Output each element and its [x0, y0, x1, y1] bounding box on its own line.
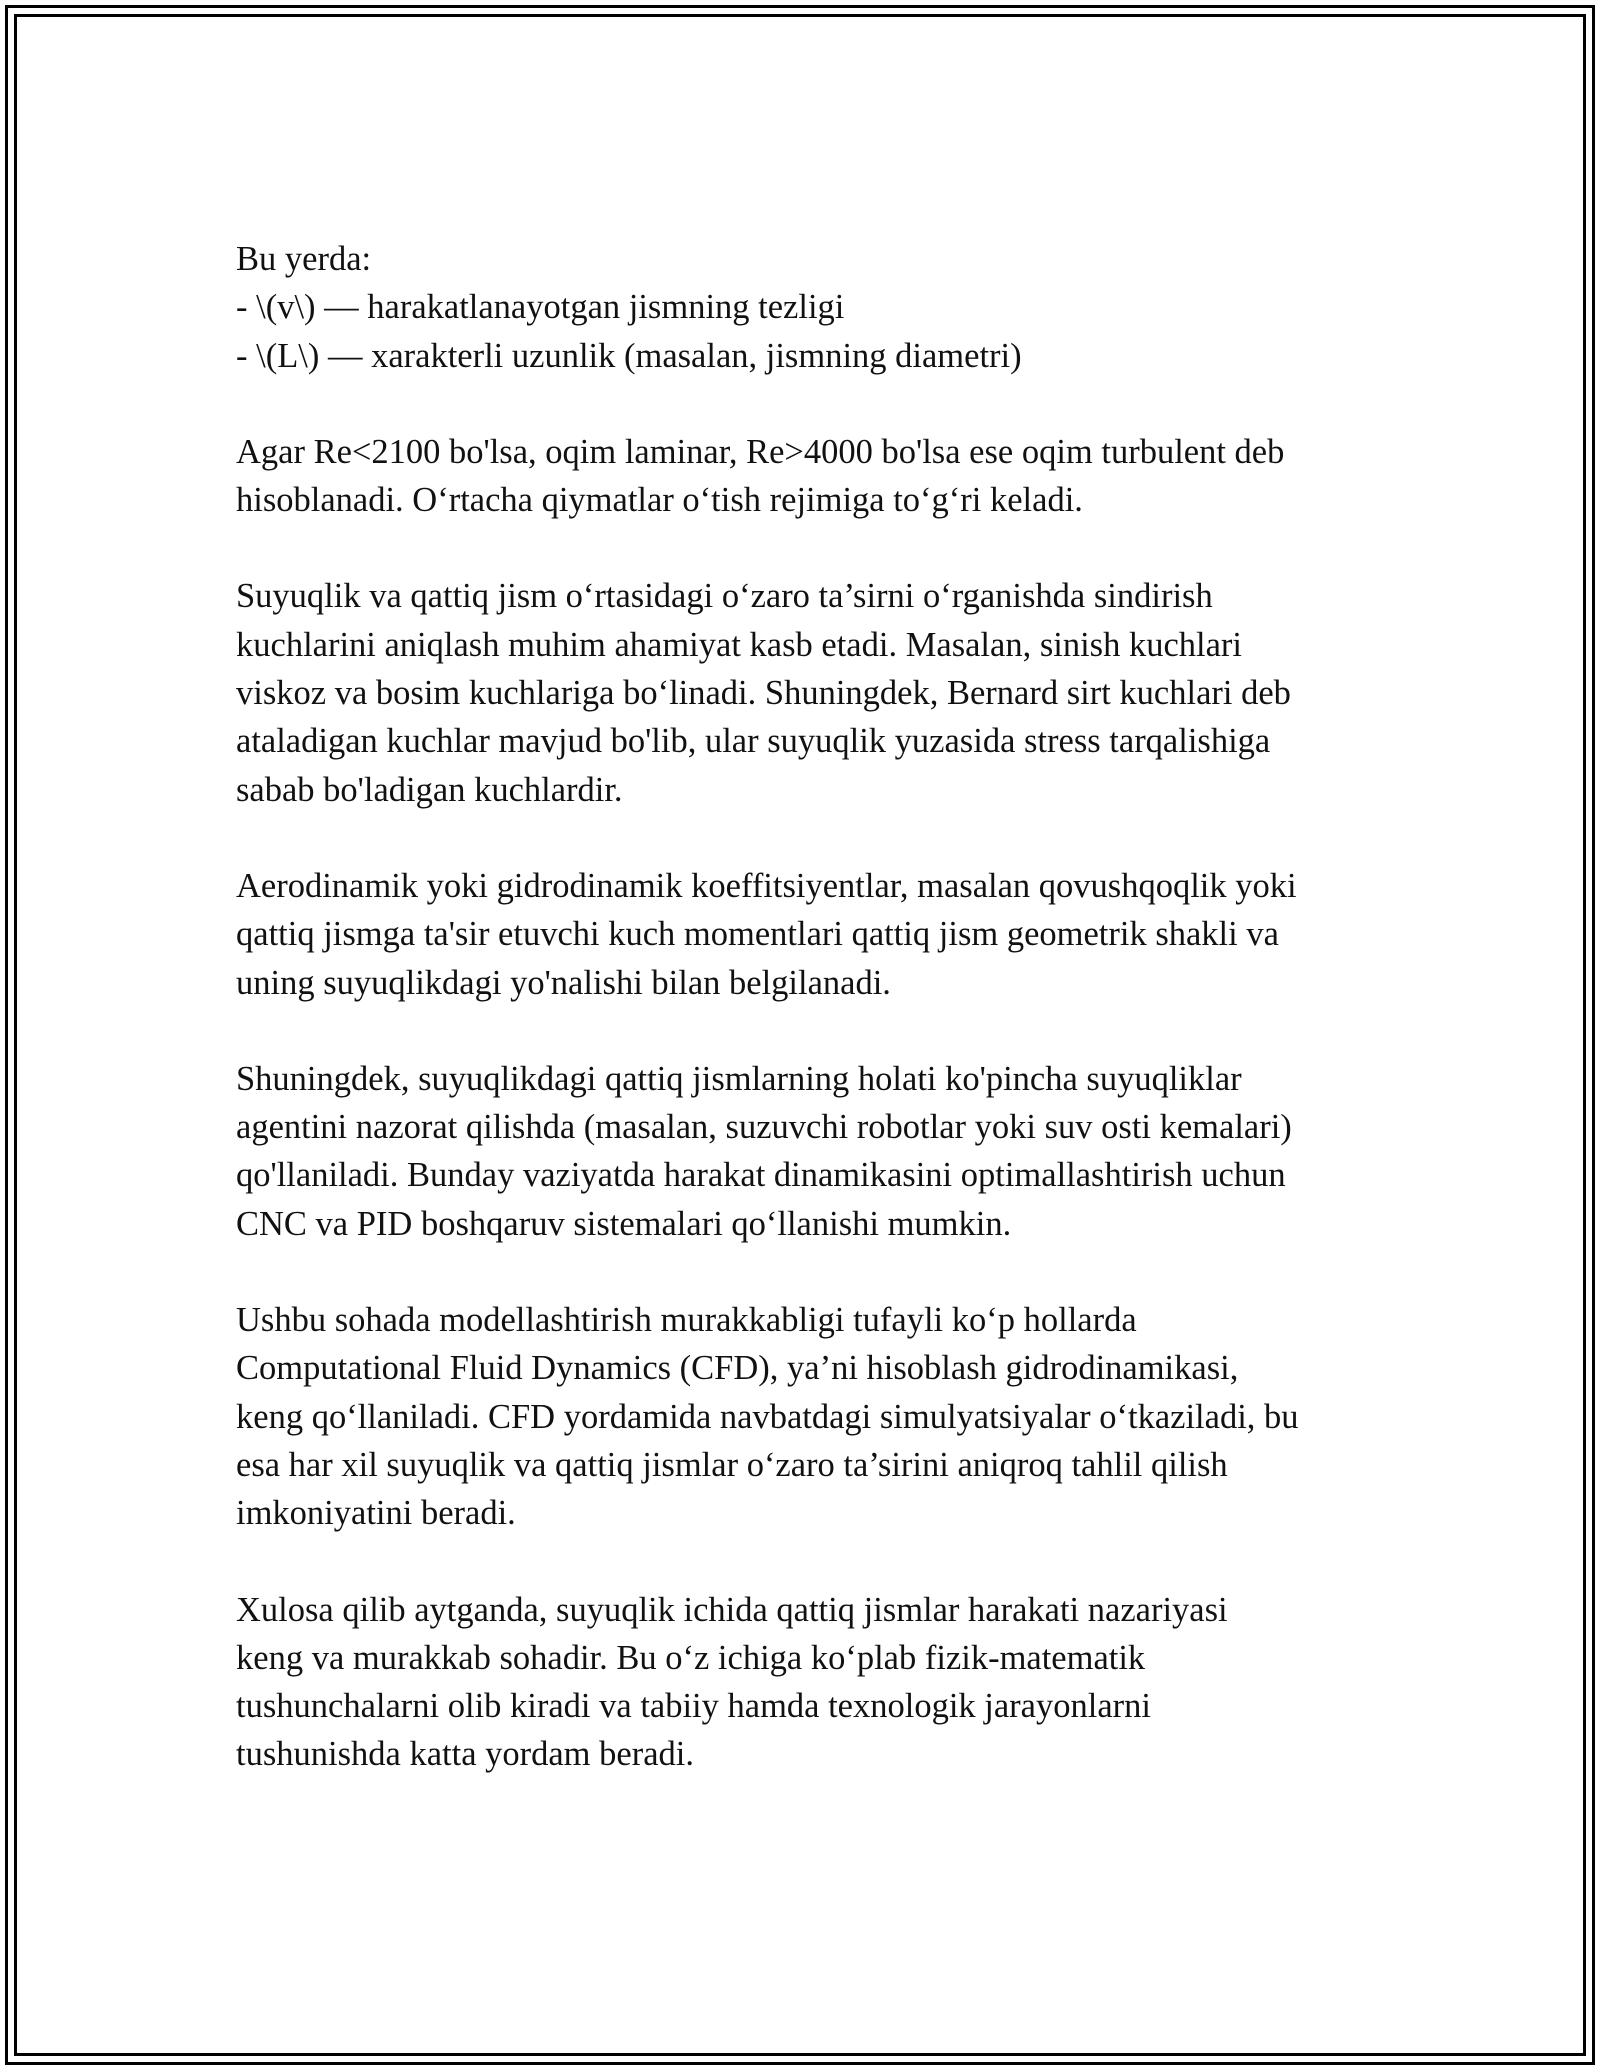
definitions-heading: Bu yerda: [236, 240, 372, 278]
text-line: uning suyuqlikdagi yo'nalishi bilan belgilanadi. [236, 963, 891, 1002]
document-body [236, 235, 1396, 1827]
paragraph [236, 572, 1396, 813]
paragraph [236, 428, 1396, 525]
text-line: Ushbu sohada modellashtirish murakkabligi tufayli ko‘p hollarda [236, 1301, 1137, 1340]
paragraph [236, 1055, 1396, 1248]
text-line: tushunchalarni olib kiradi va tabiiy hamda texnologik jarayonlarni [236, 1687, 1151, 1726]
text-line: qattiq jismga ta'sir etuvchi kuch momentlari qattiq jism geometrik shakli va [236, 915, 1279, 954]
text-line: keng qo‘llaniladi. CFD yordamida navbatdagi simulyatsiyalar o‘tkaziladi, bu [236, 1397, 1299, 1436]
definitions-block [236, 235, 1396, 380]
text-line: keng va murakkab sohadir. Bu o‘z ichiga ko‘plab fizik-matematik [236, 1638, 1146, 1677]
paragraph [236, 1296, 1396, 1537]
text-line: agentini nazorat qilishda (masalan, suzuvchi robotlar yoki suv osti kemalari) [236, 1108, 1292, 1147]
text-line: Computational Fluid Dynamics (CFD), ya’ni hisoblash gidrodinamikasi, [236, 1349, 1239, 1388]
conclusion-paragraph [236, 1586, 1396, 1779]
definition-item: - \(L\) — xarakterli uzunlik (masalan, jismning diametri) [236, 336, 1022, 375]
text-line: Xulosa qilib aytganda, suyuqlik ichida qattiq jismlar harakati nazariyasi [236, 1590, 1228, 1629]
paragraph [236, 862, 1396, 1007]
text-line: Shuningdek, suyuqlikdagi qattiq jismlarning holati ko'pincha suyuqliklar [236, 1059, 1242, 1098]
text-line: Aerodinamik yoki gidrodinamik koeffitsiyentlar, masalan qovushqoqlik yoki [236, 866, 1297, 905]
text-line: tushunishda katta yordam beradi. [236, 1735, 694, 1774]
text-line: sabab bo'ladigan kuchlardir. [236, 770, 623, 809]
text-line: kuchlarini aniqlash muhim ahamiyat kasb etadi. Masalan, sinish kuchlari [236, 625, 1243, 664]
definition-item: - \(v\) — harakatlanayotgan jismning tezligi [236, 288, 845, 327]
text-line: Agar Re<2100 bo'lsa, oqim laminar, Re>4000 bo'lsa ese oqim turbulent deb [236, 432, 1285, 471]
text-line: CNC va PID boshqaruv sistemalari qo‘llanishi mumkin. [236, 1204, 1012, 1243]
text-line: viskoz va bosim kuchlariga bo‘linadi. Shuningdek, Bernard sirt kuchlari deb [236, 674, 1291, 713]
text-line: qo'llaniladi. Bunday vaziyatda harakat dinamikasini optimallashtirish uchun [236, 1156, 1286, 1195]
text-line: Suyuqlik va qattiq jism o‘rtasidagi o‘zaro ta’sirni o‘rganishda sindirish [236, 577, 1213, 616]
text-line: ataladigan kuchlar mavjud bo'lib, ular suyuqlik yuzasida stress tarqalishiga [236, 722, 1271, 761]
text-line: hisoblanadi. O‘rtacha qiymatlar o‘tish rejimiga to‘g‘ri keladi. [236, 481, 1083, 520]
text-line: imkoniyatini beradi. [236, 1494, 516, 1533]
text-line: esa har xil suyuqlik va qattiq jismlar o‘zaro ta’sirini aniqroq tahlil qilish [236, 1445, 1228, 1484]
